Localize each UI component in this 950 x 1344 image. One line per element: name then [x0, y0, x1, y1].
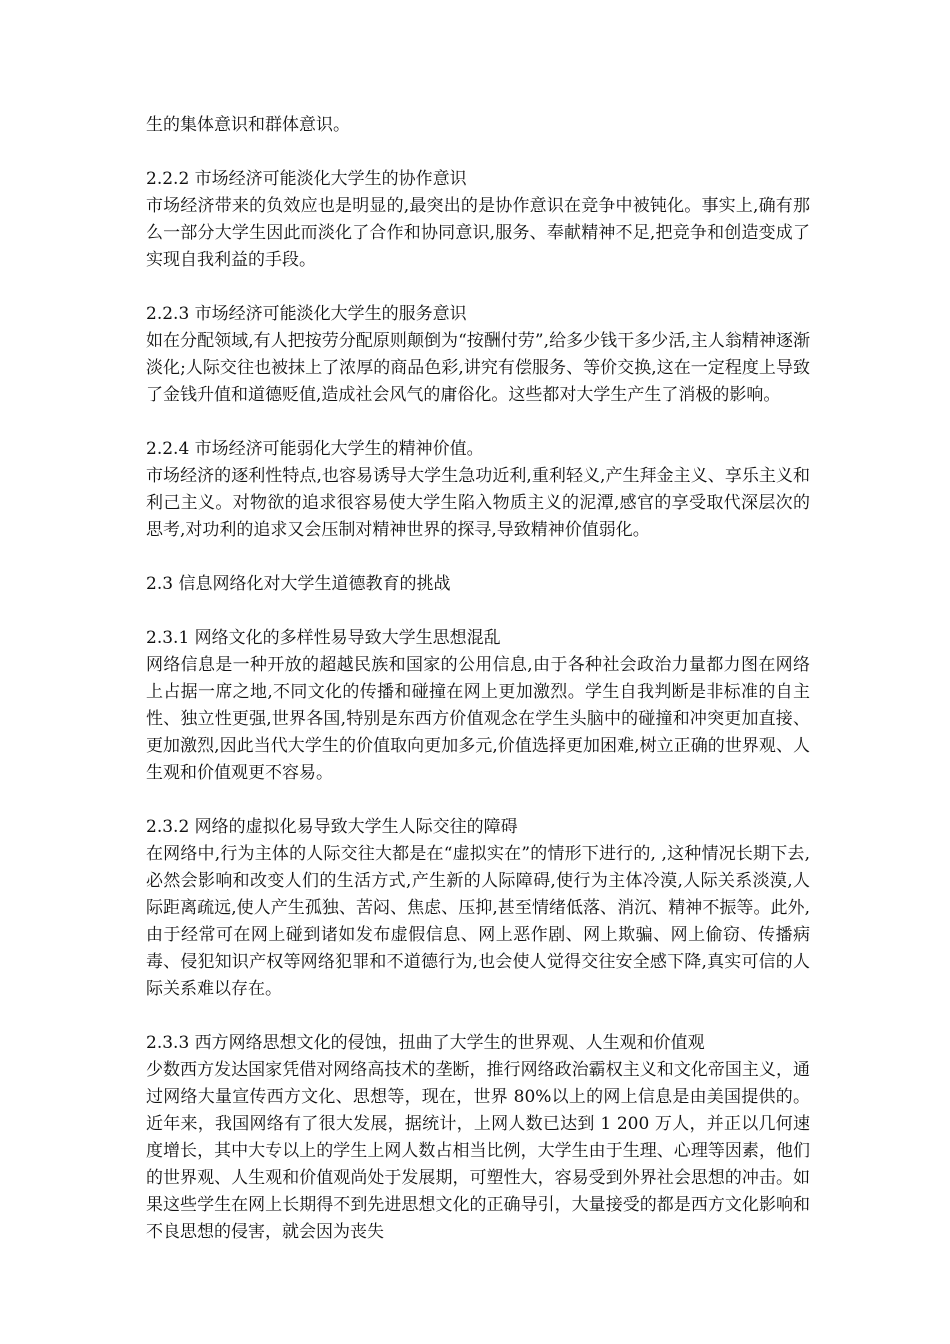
opening-line: 生的集体意识和群体意识。 — [146, 115, 350, 135]
section-heading: 2.3.1 网络文化的多样性易导致大学生思想混乱 — [146, 628, 501, 648]
section-2-2-2 — [146, 166, 810, 274]
section-2-3 — [146, 571, 810, 598]
section-heading: 2.3.2 网络的虚拟化易导致大学生人际交往的障碍 — [146, 817, 518, 837]
section-heading: 2.2.3 市场经济可能淡化大学生的服务意识 — [146, 304, 467, 324]
section-heading: 2.3 信息网络化对大学生道德教育的挑战 — [146, 574, 451, 594]
section-heading: 2.2.4 市场经济可能弱化大学生的精神价值。 — [146, 439, 484, 459]
section-body: 少数西方发达国家凭借对网络高技术的垄断，推行网络政治霸权主义和文化帝国主义，通过网络大量宣传西方文化、思想等，现在，世界 80%以上的网上信息是由美国提供的。近年来，我国网络有了很大发展，据统计，上网人数已达到 1 200 万人，并正以几何速度增长，其中大专以上的学生上网人数占相当比例，大学生由于生理、心理等因素，他们的世界观、人生观和价值观尚处于发展期，可塑性大，容易受到外界社会思想的冲击。如果这些学生在网上长期得不到先进思想文化的正确导引，大量接受的都是西方文化影响和不良思想的侵害，就会因为丧失 — [146, 1060, 810, 1242]
section-body: 市场经济的逐利性特点,也容易诱导大学生急功近利,重利轻义,产生拜金主义、享乐主义和利己主义。对物欲的追求很容易使大学生陷入物质主义的泥潭,感官的享受取代深层次的思考,对功利的追求又会压制对精神世界的探寻,导致精神价值弱化。 — [146, 466, 810, 540]
document-page — [146, 112, 810, 1273]
section-heading: 2.2.2 市场经济可能淡化大学生的协作意识 — [146, 169, 467, 189]
section-body: 网络信息是一种开放的超越民族和国家的公用信息,由于各种社会政治力量都力图在网络上占据一席之地,不同文化的传播和碰撞在网上更加激烈。学生自我判断是非标准的自主性、独立性更强,世界各国,特别是东西方价值观念在学生头脑中的碰撞和冲突更加直接、更加激烈,因此当代大学生的价值取向更加多元,价值选择更加困难,树立正确的世界观、人生观和价值观更不容易。 — [146, 655, 810, 783]
section-2-2-4 — [146, 436, 810, 544]
section-body: 在网络中,行为主体的人际交往大都是在“虚拟实在”的情形下进行的, ,这种情况长期下去,必然会影响和改变人们的生活方式,产生新的人际障碍,使行为主体冷漠,人际关系淡漠,人际距离疏远,使人产生孤独、苦闷、焦虑、压抑,甚至情绪低落、消沉、精神不振等。此外,由于经常可在网上碰到诸如发布虚假信息、网上恶作剧、网上欺骗、网上偷窃、传播病毒、侵犯知识产权等网络犯罪和不道德行为,也会使人觉得交往安全感下降,真实可信的人际关系难以存在。 — [146, 844, 810, 999]
section-2-2-3 — [146, 301, 810, 409]
section-2-3-1 — [146, 625, 810, 787]
section-heading: 2.3.3 西方网络思想文化的侵蚀，扭曲了大学生的世界观、人生观和价值观 — [146, 1033, 705, 1053]
section-body: 市场经济带来的负效应也是明显的,最突出的是协作意识在竞争中被钝化。事实上,确有那么一部分大学生因此而淡化了合作和协同意识,服务、奉献精神不足,把竞争和创造变成了实现自我利益的手段。 — [146, 196, 810, 270]
section-2-3-3 — [146, 1030, 810, 1246]
section-2-3-2 — [146, 814, 810, 1003]
section-body: 如在分配领域,有人把按劳分配原则颠倒为“按酬付劳”,给多少钱干多少活,主人翁精神逐渐淡化;人际交往也被抹上了浓厚的商品色彩,讲究有偿服务、等价交换,这在一定程度上导致了金钱升值和道德贬值,造成社会风气的庸俗化。这些都对大学生产生了消极的影响。 — [146, 331, 810, 405]
